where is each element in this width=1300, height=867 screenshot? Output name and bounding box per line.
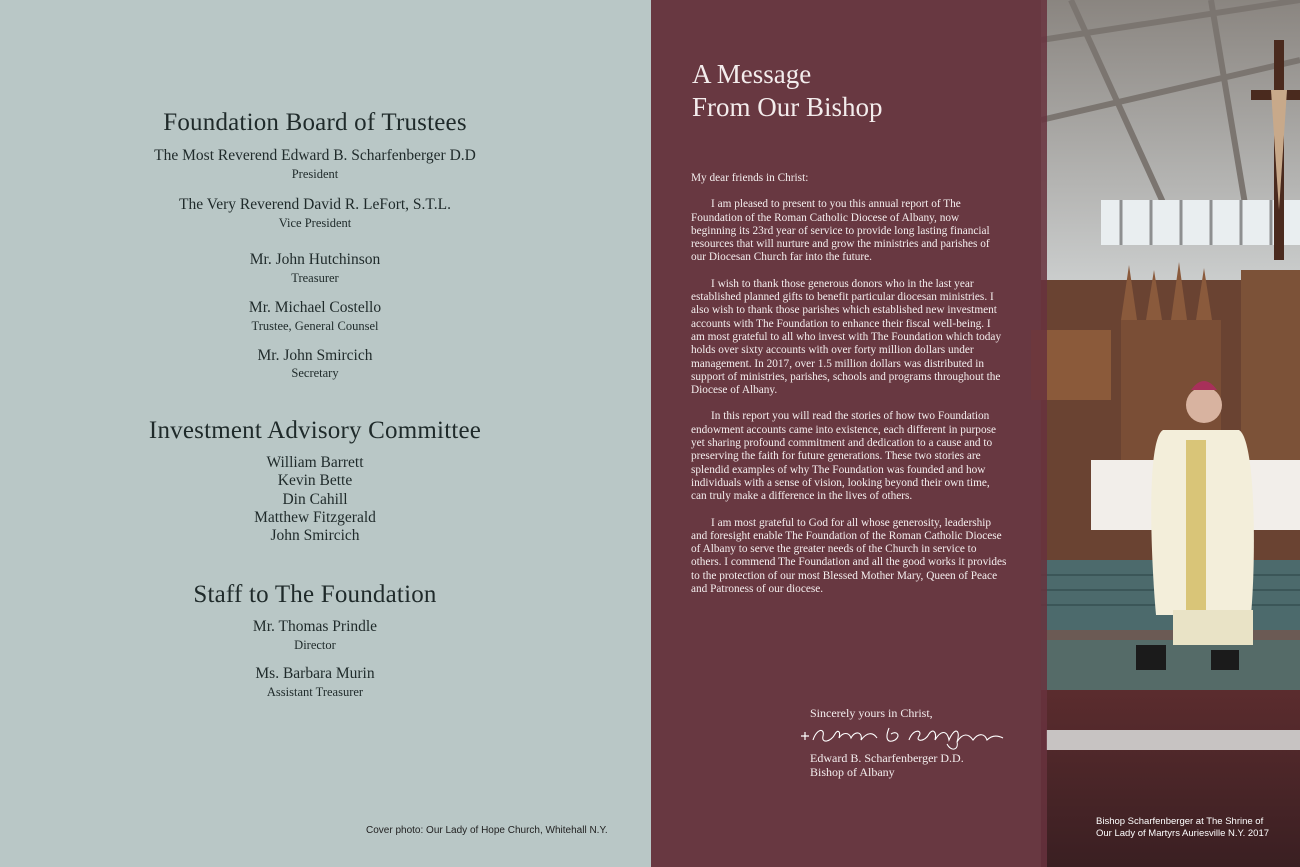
committee-member: Matthew Fitzgerald [254,509,376,526]
letter-paragraph: I am pleased to present to you this annual report of The Foundation of the Roman Catholic Diocese of Albany, now beginning its 23rd year of service to provide long lasting financial resources that will nurture and grow the ministries and parishes of our Diocesan Church far into the future. [691,198,990,264]
committee-member: Din Cahill [282,491,348,508]
bishop-letter [691,172,1007,596]
trustee-name: Mr. John Smircich [257,347,373,364]
letter-salutation: My dear friends in Christ: [691,172,809,184]
letter-closing: Sincerely yours in Christ, [810,706,933,720]
photo-caption-line: Bishop Scharfenberger at The Shrine of [1096,816,1264,827]
trustee-role: Treasurer [291,271,339,285]
photo-caption-line: Our Lady of Martyrs Auriesville N.Y. 2017 [1096,828,1270,839]
letter-paragraph: In this report you will read the stories of how two Foundation endowment accounts came into existence, each different in purpose yet sharing profound commitment and dedication to a cause and to preserving the faith for future generations. These two stories are splendid examples of why The Foundation was founded and how individuals with a sense of vision, looking beyond their own time, can truly make a difference in the lives of others. [691,410,997,503]
trustee-role: Trustee, General Counsel [251,319,379,333]
cover-photo-credit: Cover photo: Our Lady of Hope Church, Whitehall N.Y. [366,825,608,836]
message-title-line: From Our Bishop [692,92,883,122]
trustee-name: Mr. Michael Costello [248,299,382,316]
message-title [692,58,883,124]
message-title-line: A Message [692,59,812,89]
trustee-name: The Very Reverend David R. LeFort, S.T.L. [179,196,451,213]
committee-member: John Smircich [270,527,360,544]
committee-heading: Investment Advisory Committee [148,417,482,444]
signer-title: Bishop of Albany [810,765,895,779]
staff-heading: Staff to The Foundation [193,581,437,608]
trustee-role: President [291,167,339,181]
trustees-heading: Foundation Board of Trustees [163,109,467,136]
staff-name: Ms. Barbara Murin [255,665,375,682]
staff-role: Assistant Treasurer [266,685,364,699]
trustee-role: Secretary [291,366,339,380]
signer-name: Edward B. Scharfenberger D.D. [810,750,964,765]
trustee-role: Vice President [278,216,352,230]
handwritten-signature [797,722,1007,754]
staff-role: Director [294,638,336,652]
letter-paragraph: I am most grateful to God for all whose generosity, leadership and foresight enable The Foundation of the Roman Catholic Diocese of Albany to serve the greater needs of the Church in service to others. I commend The Foundation and all the good works it provides to the protection of our most Blessed Mother Mary, Queen of Peace and Patroness of our diocese. [691,516,1007,596]
trustee-name: The Most Reverend Edward B. Scharfenberger D.D [154,147,476,164]
staff-name: Mr. Thomas Prindle [252,618,378,635]
letter-paragraph: I wish to thank those generous donors who in the last year established planned gifts to benefit particular diocesan ministries. I also wish to thank those parishes which established new investment accounts with The Foundation to enhance their fiscal well-being. I am most grateful to all who invest with The Foundation which today holds over sixty accounts with over forty million dollars under management. In 2017, over 1.5 million dollars was distributed in support of ministries, parishes, schools and programs throughout the Diocese of Albany. [691,277,1002,397]
committee-member: William Barrett [266,454,364,471]
right-page [651,0,1300,867]
trustee-name: Mr. John Hutchinson [249,251,381,268]
committee-member: Kevin Bette [277,472,353,489]
photo-caption [1096,816,1269,840]
